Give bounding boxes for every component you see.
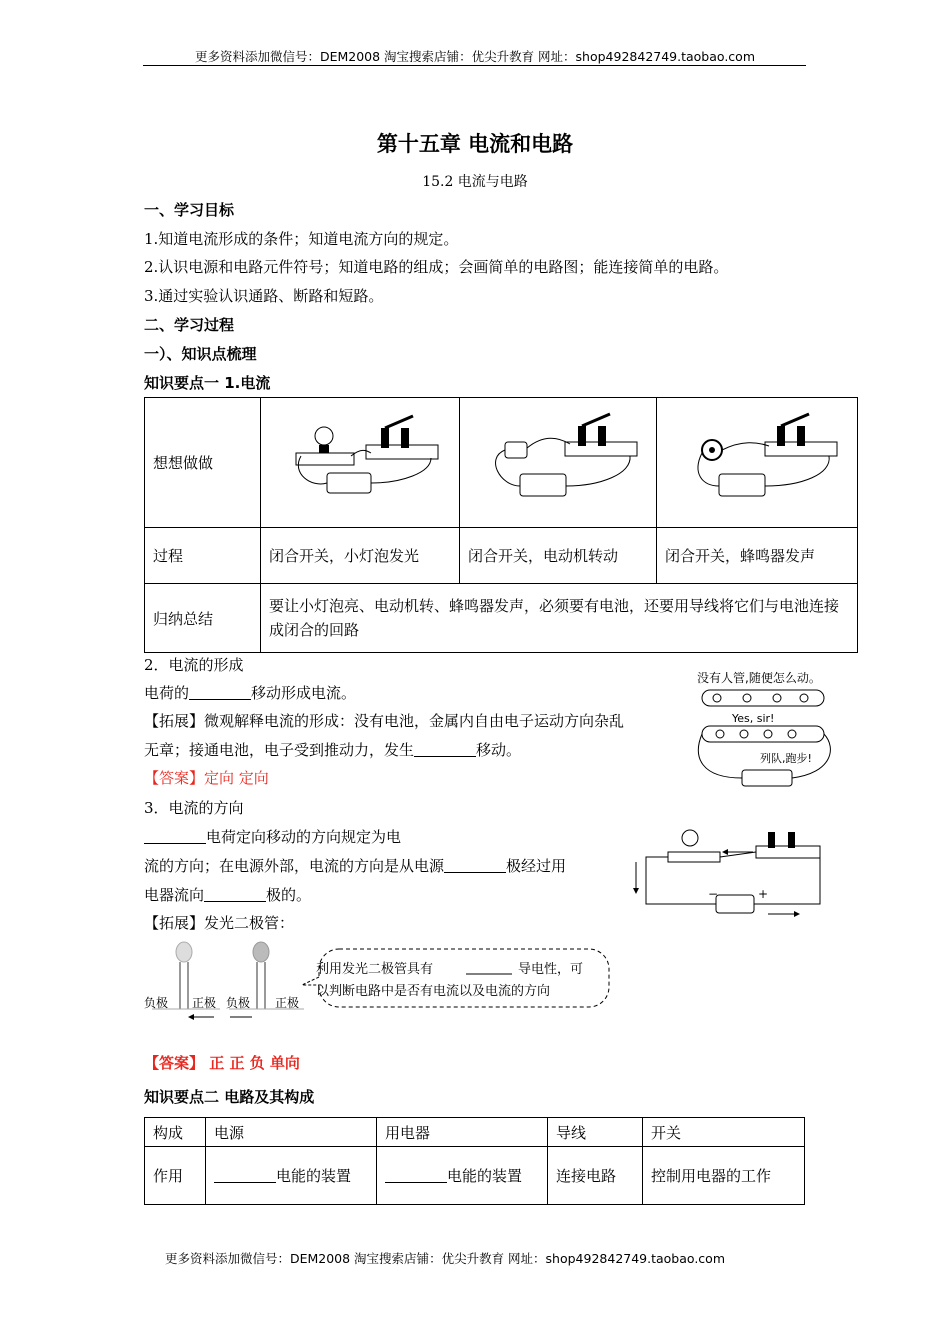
row-label-summary: 归纳总结 bbox=[145, 584, 261, 653]
row-label-function: 作用 bbox=[145, 1147, 206, 1205]
cell-device bbox=[377, 1147, 548, 1205]
blank-6 bbox=[214, 1168, 276, 1183]
led-figure bbox=[144, 937, 614, 1029]
blank-5 bbox=[204, 887, 266, 902]
bulb-circuit-cell bbox=[261, 398, 460, 528]
s2-ext-2 bbox=[144, 739, 521, 760]
blank-7 bbox=[385, 1168, 447, 1183]
s2-ext-2a: 无章；接通电池，电子受到推动力，发生 bbox=[144, 741, 415, 759]
battery-plus-sign: + bbox=[758, 887, 769, 901]
page-header: 更多资料添加微信号：DEM2008 淘宝搜索店铺：优尖升教育 网址：shop492842749.taobao.com bbox=[194, 49, 756, 64]
cell-switch: 控制用电器的工作 bbox=[643, 1147, 805, 1205]
s2-line1-a: 电荷的 bbox=[144, 684, 190, 702]
electron-caption-bot: 列队,跑步! bbox=[760, 752, 812, 765]
header-device: 用电器 bbox=[377, 1118, 548, 1147]
process-heading: 二、学习过程 bbox=[144, 316, 235, 334]
goal-2: 2.认识电源和电路元件符号；知道电路的组成；会画简单的电路图；能连接简单的电路。 bbox=[144, 258, 729, 276]
process-buzzer: 闭合开关，蜂鸣器发声 bbox=[657, 528, 858, 584]
current-direction-figure bbox=[628, 822, 828, 922]
blank-1 bbox=[189, 685, 251, 700]
goals-heading: 一、学习目标 bbox=[144, 201, 235, 219]
s3-line1 bbox=[144, 826, 401, 847]
s2-ext-1: 【拓展】微观解释电流的形成：没有电池，金属内自由电子运动方向杂乱 bbox=[144, 712, 625, 730]
circuit-components-table bbox=[144, 1117, 805, 1205]
led-bubble-line1a: 利用发光二极管具有 bbox=[316, 962, 434, 977]
s3-title: 3．电流的方向 bbox=[144, 799, 244, 817]
led-bubble-line2: 以判断电路中是否有电流以及电流的方向 bbox=[316, 984, 551, 999]
s3-line3 bbox=[144, 884, 311, 905]
process-bulb: 闭合开关，小灯泡发光 bbox=[261, 528, 460, 584]
section-title: 15.2 电流与电路 bbox=[422, 174, 528, 190]
process-motor: 闭合开关，电动机转动 bbox=[460, 528, 657, 584]
motor-circuit-cell bbox=[460, 398, 657, 528]
buzzer-circuit-figure bbox=[657, 398, 857, 523]
s3-line2 bbox=[144, 855, 566, 876]
s3-line2b: 极经过用 bbox=[506, 857, 567, 875]
s3-ext: 【拓展】发光二极管： bbox=[144, 914, 295, 932]
goal-3: 3.通过实验认识通路、断路和短路。 bbox=[144, 287, 384, 305]
s2-ext-2b: 移动。 bbox=[476, 741, 522, 759]
led-left-pos: 正极 bbox=[192, 996, 217, 1010]
answer-2: 【答案】 正 正 负 单向 bbox=[144, 1054, 300, 1072]
blank-2 bbox=[414, 742, 476, 757]
electron-caption-top: 没有人管,随便怎么动。 bbox=[697, 671, 821, 685]
buzzer-circuit-cell bbox=[657, 398, 858, 528]
s3-line1-text: 电荷定向移动的方向规定为电 bbox=[206, 828, 402, 846]
header-switch: 开关 bbox=[643, 1118, 805, 1147]
goal-1: 1.知道电流形成的条件；知道电流方向的规定。 bbox=[144, 230, 459, 248]
s2-line1 bbox=[144, 682, 356, 703]
s2-line1-b: 移动形成电流。 bbox=[251, 684, 357, 702]
sub-heading: 一）、知识点梳理 bbox=[144, 345, 257, 363]
cell-power bbox=[206, 1147, 377, 1205]
cell-device-text: 电能的装置 bbox=[447, 1167, 523, 1185]
experiment-table bbox=[144, 397, 858, 653]
led-left-neg: 负极 bbox=[144, 996, 169, 1010]
page-footer: 更多资料添加微信号：DEM2008 淘宝搜索店铺：优尖升教育 网址：shop492842749.taobao.com bbox=[164, 1251, 726, 1266]
s3-line2a: 流的方向；在电源外部，电流的方向是从电源 bbox=[144, 857, 445, 875]
led-right-neg: 负极 bbox=[226, 996, 251, 1010]
s2-answer: 【答案】定向 定向 bbox=[144, 769, 269, 787]
led-right-pos: 正极 bbox=[275, 996, 300, 1010]
summary-text: 要让小灯泡亮、电动机转、蜂鸣器发声，必须要有电池，还要用导线将它们与电池连接成闭合的回路 bbox=[261, 584, 858, 653]
header-power: 电源 bbox=[206, 1118, 377, 1147]
cell-wire: 连接电路 bbox=[548, 1147, 643, 1205]
led-bubble-line1b: 导电性，可 bbox=[518, 962, 584, 977]
header-component: 构成 bbox=[145, 1118, 206, 1147]
point2-heading: 知识要点二 电路及其构成 bbox=[144, 1088, 315, 1106]
header-wire: 导线 bbox=[548, 1118, 643, 1147]
battery-minus-sign: − bbox=[708, 887, 719, 901]
electron-caption-mid: Yes, sir! bbox=[732, 712, 775, 725]
header-rule bbox=[143, 65, 806, 66]
bulb-circuit-figure bbox=[261, 398, 459, 523]
s2-title: 2．电流的形成 bbox=[144, 656, 244, 674]
s3-line3b: 极的。 bbox=[266, 886, 312, 904]
chapter-title: 第十五章 电流和电路 bbox=[376, 132, 574, 156]
row-label-try: 想想做做 bbox=[145, 398, 261, 528]
blank-3 bbox=[144, 829, 206, 844]
blank-4 bbox=[444, 858, 506, 873]
motor-circuit-figure bbox=[460, 398, 656, 523]
cell-power-text: 电能的装置 bbox=[276, 1167, 352, 1185]
electron-flow-figure bbox=[692, 668, 842, 790]
s3-line3a: 电器流向 bbox=[144, 886, 205, 904]
point1-heading: 知识要点一 1.电流 bbox=[144, 374, 271, 392]
row-label-process: 过程 bbox=[145, 528, 261, 584]
